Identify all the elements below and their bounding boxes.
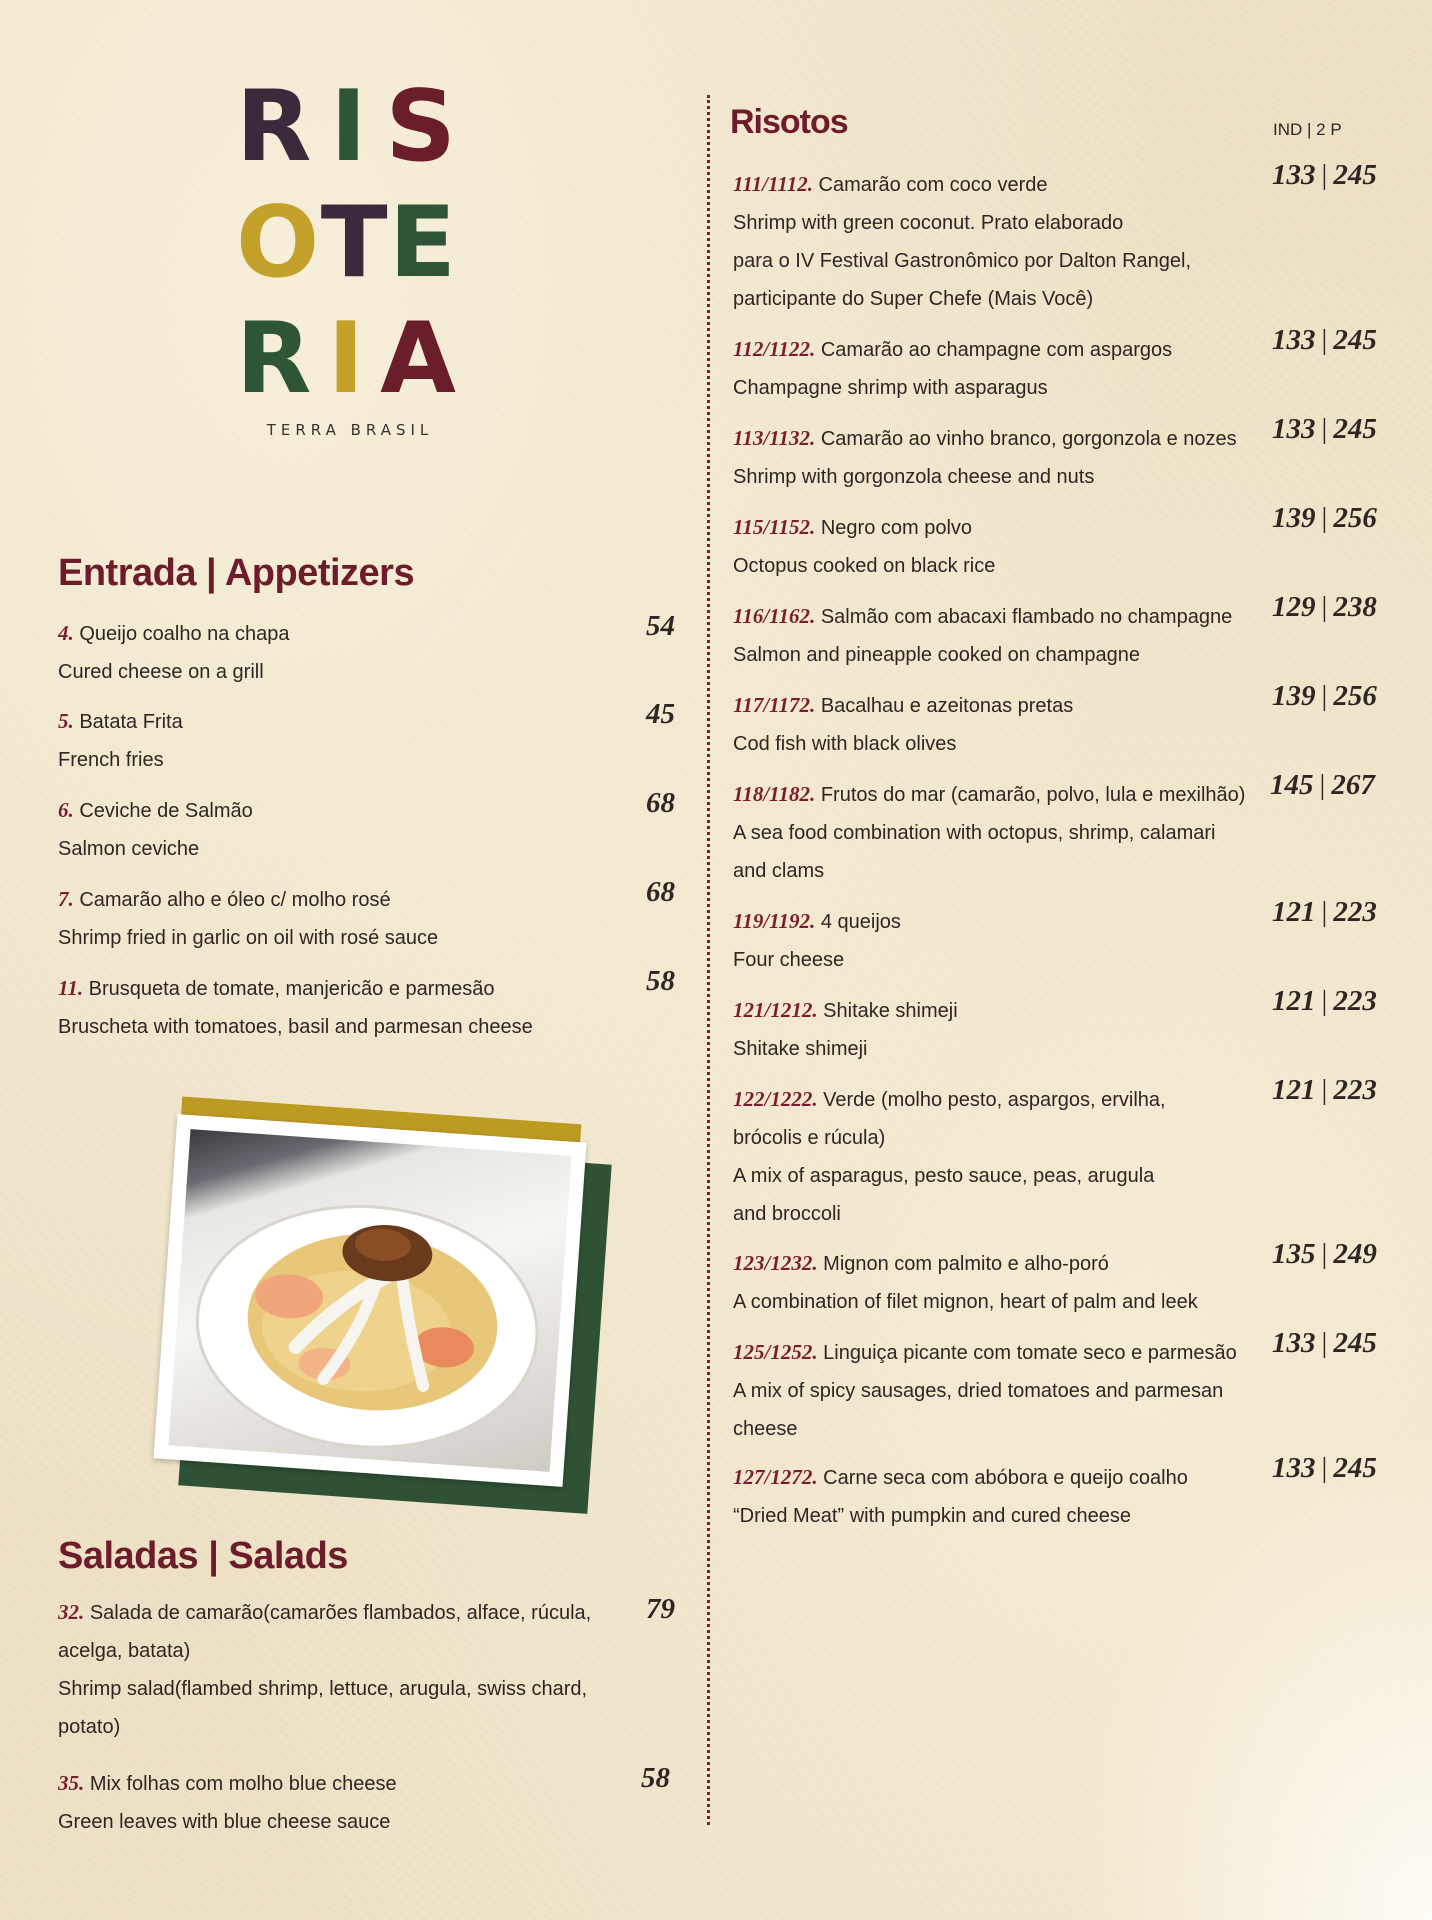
item-price (1272, 1238, 1377, 1271)
size-header: IND | 2 P (1273, 120, 1342, 139)
item-description: Cod fish with black olives (733, 733, 957, 755)
logo-letter: R (236, 70, 312, 184)
item-number: 35. (58, 1771, 85, 1795)
price-separator: | (1321, 413, 1328, 445)
price-separator: | (1321, 1238, 1328, 1270)
item-price (1272, 1452, 1377, 1485)
column-divider (707, 95, 710, 1825)
dish-image (168, 1129, 571, 1472)
item-name: Brusqueta de tomate, manjericão e parmesão (88, 978, 495, 1000)
item-name: Camarão ao vinho branco, gorgonzola e nozes (820, 428, 1237, 450)
price-individual: 139 (1272, 502, 1316, 534)
risotto-photo (150, 1110, 620, 1510)
item-price (1272, 1327, 1377, 1360)
price-two-people: 223 (1333, 1074, 1377, 1106)
price-individual: 121 (1272, 896, 1316, 928)
item-name-line (733, 686, 1073, 725)
price-two-people: 223 (1333, 985, 1377, 1017)
item-name: Camarão com coco verde (818, 174, 1048, 196)
item-number: 5. (58, 709, 74, 733)
item-price (1272, 591, 1377, 624)
item-name-line (733, 330, 1172, 369)
menu-item (58, 1764, 397, 1841)
item-description: A mix of asparagus, pesto sauce, peas, arugula (733, 1165, 1155, 1187)
price-separator: | (1321, 324, 1328, 356)
price-two-people: 245 (1333, 324, 1377, 356)
risoto-item (733, 775, 1245, 890)
logo-letter: E (389, 186, 456, 300)
item-name: Frutos do mar (camarão, polvo, lula e mexilhão) (820, 784, 1246, 806)
item-description: Champagne shrimp with asparagus (733, 377, 1048, 399)
item-description: para o IV Festival Gastronômico por Dalton Rangel, (733, 250, 1191, 272)
price-two-people: 223 (1333, 896, 1377, 928)
item-number: 7. (58, 887, 74, 911)
item-description: A mix of spicy sausages, dried tomatoes and parmesan (733, 1380, 1224, 1402)
appetizers-heading: Entrada | Appetizers (58, 552, 415, 594)
item-number: 118/1182. (733, 782, 816, 806)
risotto-dish-illustration (168, 1129, 571, 1472)
logo-letter: I (330, 70, 367, 184)
item-price: 79 (646, 1593, 675, 1625)
price-individual: 133 (1272, 413, 1316, 445)
item-description: participante do Super Chefe (Mais Você) (733, 288, 1094, 310)
price-separator: | (1321, 591, 1328, 623)
item-description: “Dried Meat” with pumpkin and cured cheese (733, 1505, 1131, 1527)
item-number: 113/1132. (733, 426, 816, 450)
logo-row-3 (236, 302, 456, 416)
item-number: 121/1212. (733, 998, 818, 1022)
item-price: 58 (641, 1762, 670, 1794)
logo-letter: T (320, 186, 388, 300)
risotos-heading: Risotos (730, 103, 848, 141)
risoto-item (733, 597, 1232, 674)
item-name-line (733, 508, 995, 547)
price-separator: | (1319, 769, 1326, 801)
item-name-line (733, 419, 1237, 458)
item-name: 4 queijos (820, 911, 901, 933)
item-number: 115/1152. (733, 515, 816, 539)
item-price (1272, 1074, 1377, 1107)
item-name: Verde (molho pesto, aspargos, ervilha, (823, 1089, 1166, 1111)
price-two-people: 245 (1333, 159, 1377, 191)
logo-row-2 (236, 186, 456, 300)
menu-item (58, 791, 253, 868)
logo-letter: R (236, 302, 312, 416)
item-name: Negro com polvo (820, 517, 973, 539)
item-name: Camarão alho e óleo c/ molho rosé (79, 889, 391, 911)
item-name-line (733, 1458, 1188, 1497)
risoto-item (733, 1458, 1188, 1535)
logo-subtitle: TERRA BRASIL (266, 421, 434, 439)
item-name: Salmão com abacaxi flambado no champagne (820, 606, 1233, 628)
risoto-item (733, 419, 1237, 496)
item-price (1272, 502, 1377, 535)
item-price (1272, 159, 1377, 192)
price-two-people: 238 (1333, 591, 1377, 623)
item-description: and clams (733, 860, 825, 882)
item-number: 4. (58, 621, 74, 645)
price-individual: 133 (1272, 1327, 1316, 1359)
item-number: 122/1222. (733, 1087, 818, 1111)
price-separator: | (1321, 985, 1328, 1017)
item-name: Shitake shimeji (823, 1000, 958, 1022)
item-description: Salmon ceviche (58, 838, 200, 860)
risoto-item (733, 330, 1172, 407)
item-price (1272, 413, 1377, 446)
item-description: brócolis e rúcula) (733, 1127, 886, 1149)
photo-frame-white (153, 1114, 586, 1487)
menu-item (58, 880, 438, 957)
item-description: French fries (58, 749, 164, 771)
menu-item (58, 614, 289, 691)
item-name-line (733, 597, 1232, 636)
item-name: Camarão ao champagne com aspargos (820, 339, 1173, 361)
price-two-people: 256 (1333, 502, 1377, 534)
item-description: cheese (733, 1418, 798, 1440)
item-name-line (733, 1080, 1166, 1119)
price-two-people: 267 (1331, 769, 1375, 801)
price-separator: | (1321, 502, 1328, 534)
risoto-item (733, 902, 901, 979)
price-individual: 121 (1272, 1074, 1316, 1106)
item-description: Bruscheta with tomatoes, basil and parmesan cheese (58, 1016, 533, 1038)
item-description-continued: potato) (58, 1716, 121, 1738)
risoto-item (733, 1333, 1237, 1448)
item-number: 125/1252. (733, 1340, 818, 1364)
item-price: 58 (646, 965, 675, 997)
item-name-line (733, 902, 901, 941)
item-name: Linguiça picante com tomate seco e parmesão (823, 1342, 1237, 1364)
item-number: 127/1272. (733, 1465, 818, 1489)
menu-item (58, 702, 183, 779)
item-description: Green leaves with blue cheese sauce (58, 1811, 391, 1833)
item-price (1272, 680, 1377, 713)
logo-row-1 (236, 70, 456, 184)
item-description: Shrimp with green coconut. Prato elaborado (733, 212, 1124, 234)
price-individual: 145 (1270, 769, 1314, 801)
item-name: Bacalhau e azeitonas pretas (820, 695, 1074, 717)
item-name-line (733, 991, 958, 1030)
price-individual: 139 (1272, 680, 1316, 712)
item-description: and broccoli (733, 1203, 841, 1225)
price-separator: | (1321, 1074, 1328, 1106)
risoto-item (733, 1244, 1198, 1321)
price-two-people: 245 (1333, 413, 1377, 445)
item-description: Shrimp fried in garlic on oil with rosé sauce (58, 927, 439, 949)
risoto-item (733, 991, 958, 1068)
item-description: A combination of filet mignon, heart of palm and leek (733, 1291, 1198, 1313)
menu-item (58, 969, 533, 1046)
item-description: Octopus cooked on black rice (733, 555, 996, 577)
item-name-line (733, 1333, 1237, 1372)
price-two-people: 249 (1333, 1238, 1377, 1270)
item-number: 32. (58, 1600, 85, 1624)
item-name: Ceviche de Salmão (79, 800, 253, 822)
item-description: Shrimp salad(flambed shrimp, lettuce, arugula, swiss chard, (58, 1678, 588, 1700)
risoto-item (733, 1080, 1166, 1233)
item-number: 111/1112. (733, 172, 813, 196)
item-number: 117/1172. (733, 693, 816, 717)
item-name: Mignon com palmito e alho-poró (823, 1253, 1109, 1275)
price-separator: | (1321, 896, 1328, 928)
item-name-continued: acelga, batata) (58, 1640, 191, 1662)
price-two-people: 245 (1333, 1452, 1377, 1484)
item-name: Carne seca com abóbora e queijo coalho (823, 1467, 1188, 1489)
price-individual: 121 (1272, 985, 1316, 1017)
item-number: 119/1192. (733, 909, 816, 933)
risoto-item (733, 165, 1191, 318)
risoto-item (733, 686, 1073, 763)
item-name-line (733, 775, 1245, 814)
item-price: 68 (646, 787, 675, 819)
price-separator: | (1321, 1452, 1328, 1484)
item-name: Salada de camarão(camarões flambados, alface, rúcula, (89, 1602, 592, 1624)
item-name: Batata Frita (79, 711, 183, 733)
logo-letter: S (385, 70, 456, 184)
item-description: Shitake shimeji (733, 1038, 868, 1060)
price-two-people: 256 (1333, 680, 1377, 712)
price-individual: 133 (1272, 1452, 1316, 1484)
item-price (1270, 769, 1375, 802)
menu-item (58, 1593, 591, 1746)
item-price (1272, 985, 1377, 1018)
item-number: 6. (58, 798, 74, 822)
salads-heading: Saladas | Salads (58, 1535, 348, 1577)
item-name-line (733, 1244, 1198, 1283)
item-number: 11. (58, 976, 84, 1000)
item-price: 45 (646, 698, 675, 730)
item-description: Four cheese (733, 949, 845, 971)
risoto-item (733, 508, 995, 585)
item-description: Cured cheese on a grill (58, 661, 264, 683)
item-description: Salmon and pineapple cooked on champagne (733, 644, 1140, 666)
price-separator: | (1321, 680, 1328, 712)
item-price (1272, 896, 1377, 929)
item-number: 123/1232. (733, 1251, 818, 1275)
price-individual: 133 (1272, 324, 1316, 356)
item-name: Mix folhas com molho blue cheese (89, 1773, 397, 1795)
item-name-line (733, 165, 1191, 204)
logo-letter: I (327, 302, 365, 416)
logo-letter: O (236, 186, 320, 300)
item-price: 68 (646, 876, 675, 908)
item-number: 116/1162. (733, 604, 816, 628)
item-price (1272, 324, 1377, 357)
price-individual: 133 (1272, 159, 1316, 191)
item-description: A sea food combination with octopus, shrimp, calamari (733, 822, 1216, 844)
price-individual: 135 (1272, 1238, 1316, 1270)
item-description: Shrimp with gorgonzola cheese and nuts (733, 466, 1095, 488)
item-number: 112/1122. (733, 337, 816, 361)
price-individual: 129 (1272, 591, 1316, 623)
price-two-people: 245 (1333, 1327, 1377, 1359)
price-separator: | (1321, 159, 1328, 191)
logo-letter: A (380, 302, 456, 416)
item-name: Queijo coalho na chapa (79, 623, 290, 645)
item-price: 54 (646, 610, 675, 642)
price-separator: | (1321, 1327, 1328, 1359)
